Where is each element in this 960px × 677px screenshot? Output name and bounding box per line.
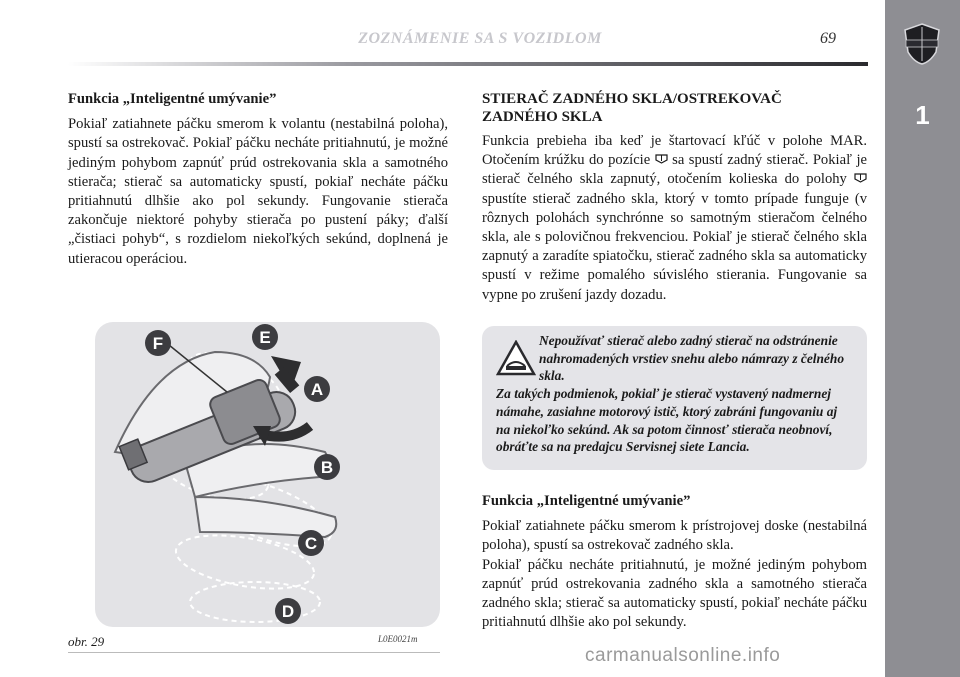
rear-wiper-text-c: spustíte stierač zadného skla, ktorý v tomto prípade funguje (v rôznych polohách synchrónne so samotným stieračom čelného skla, ale s polovičnou frekvenciou. Pokiaľ je stierač čelného skla zapnutý a zaradíte spiatočku, stierač zadného skla sa automaticky spustí v režime pomalého súvislého stierania. Fungovanie sa vypne po zrušení jazdy dozadu. (482, 190, 867, 303)
rear-smart-wash-paragraph-2: Pokiaľ páčku necháte pritiahnutú, je možné jediným pohybom zapnúť prúd ostrekovania zadného skla a samotného stierača zadného skla; stierač sa automaticky spustí, pokiaľ necháte páčku pritiahnutú dlhšie ako pol sekundy. (482, 556, 867, 631)
warning-text-rest: Za takých podmienok, pokiaľ je stierač vystavený nadmernej námahe, zasiahne motorový istič, ktorý zabráni fungovaniu aj na niekoľko sekúnd. Ak sa potom činnosť stierača neobnoví, obráťte sa na predajcu Servisnej siete Lancia. (496, 386, 838, 455)
label-e: E (259, 328, 271, 347)
watermark: carmanualsonline.info (585, 645, 781, 666)
chapter-sidebar (885, 0, 960, 677)
label-c: C (304, 534, 318, 553)
rear-wiper-heading-line2: ZADNÉHO SKLA (482, 109, 603, 125)
rear-wiper-heading (482, 90, 867, 126)
smart-wash-paragraph: Pokiaľ zatiahnete páčku smerom k volantu (nestabilná poloha), spustí sa ostrekovač. Pokiaľ páčku necháte pritiahnutú, je možné jediným pohybom zapnúť prúd ostrekovania skla a samotného stierača; stierač sa automaticky spustí, pokiaľ necháte páčku pritiahnutú dlhšie ako pol sekundy. Fungovanie stierača zakončuje niektoré pohyby stierača po pustení páky; ďalší „čistiaci pohyb“, s rozdielom niekoľkých sekúnd, doplnená je utieracou operáciou. (68, 116, 448, 267)
wiper-stalk-illustration (95, 322, 440, 627)
figure-underline (68, 652, 440, 653)
figure-caption: obr. 29 (68, 634, 105, 649)
label-b: B (320, 458, 334, 477)
rear-wiper-heading-line1: STIERAČ ZADNÉHO SKLA/OSTREKOVAČ (482, 91, 782, 107)
warning-box (482, 326, 867, 470)
right-column-lower (482, 492, 867, 632)
page-number: 69 (820, 30, 836, 47)
running-header: ZOZNÁMENIE SA S VOZIDLOM (358, 30, 602, 47)
label-a: A (310, 380, 324, 399)
rear-smart-wash-heading: Funkcia „Inteligentné umývanie” (482, 493, 691, 509)
right-column (482, 90, 867, 305)
header-rule (68, 62, 868, 66)
rear-wiper-paragraph (482, 132, 867, 305)
label-d: D (281, 602, 295, 621)
figure-code: L0E0021m (378, 634, 418, 644)
label-f: F (152, 334, 164, 353)
rear-wiper-icon (655, 154, 668, 164)
chapter-number: 1 (915, 100, 930, 130)
rear-wiper-text-b: sa spustí zadný stierač. Pokiaľ je stierač čelného skla zapnutý, otočením kolieska do polohy (482, 152, 867, 188)
rear-wiper-icon (854, 173, 867, 183)
rear-smart-wash-paragraph-1: Pokiaľ zatiahnete páčku smerom k prístrojovej doske (nestabilná poloha), spustí sa ostrekovač zadného skla. (482, 518, 867, 554)
warning-text (496, 332, 854, 456)
left-column (68, 90, 448, 269)
smart-wash-heading: Funkcia „Inteligentné umývanie” (68, 91, 277, 107)
warning-text-lead: Nepoužívať stierač alebo zadný stierač na odstránenie nahromadených vrstiev snehu alebo námrazy z čelného skla. (539, 333, 845, 384)
figure-wiper-stalk (95, 322, 440, 627)
lancia-logo-icon (902, 22, 942, 66)
rear-wiper-text-a: Funkcia prebieha iba keď je štartovací kľúč v polohe MAR. Otočením krúžku do pozície (482, 133, 867, 169)
